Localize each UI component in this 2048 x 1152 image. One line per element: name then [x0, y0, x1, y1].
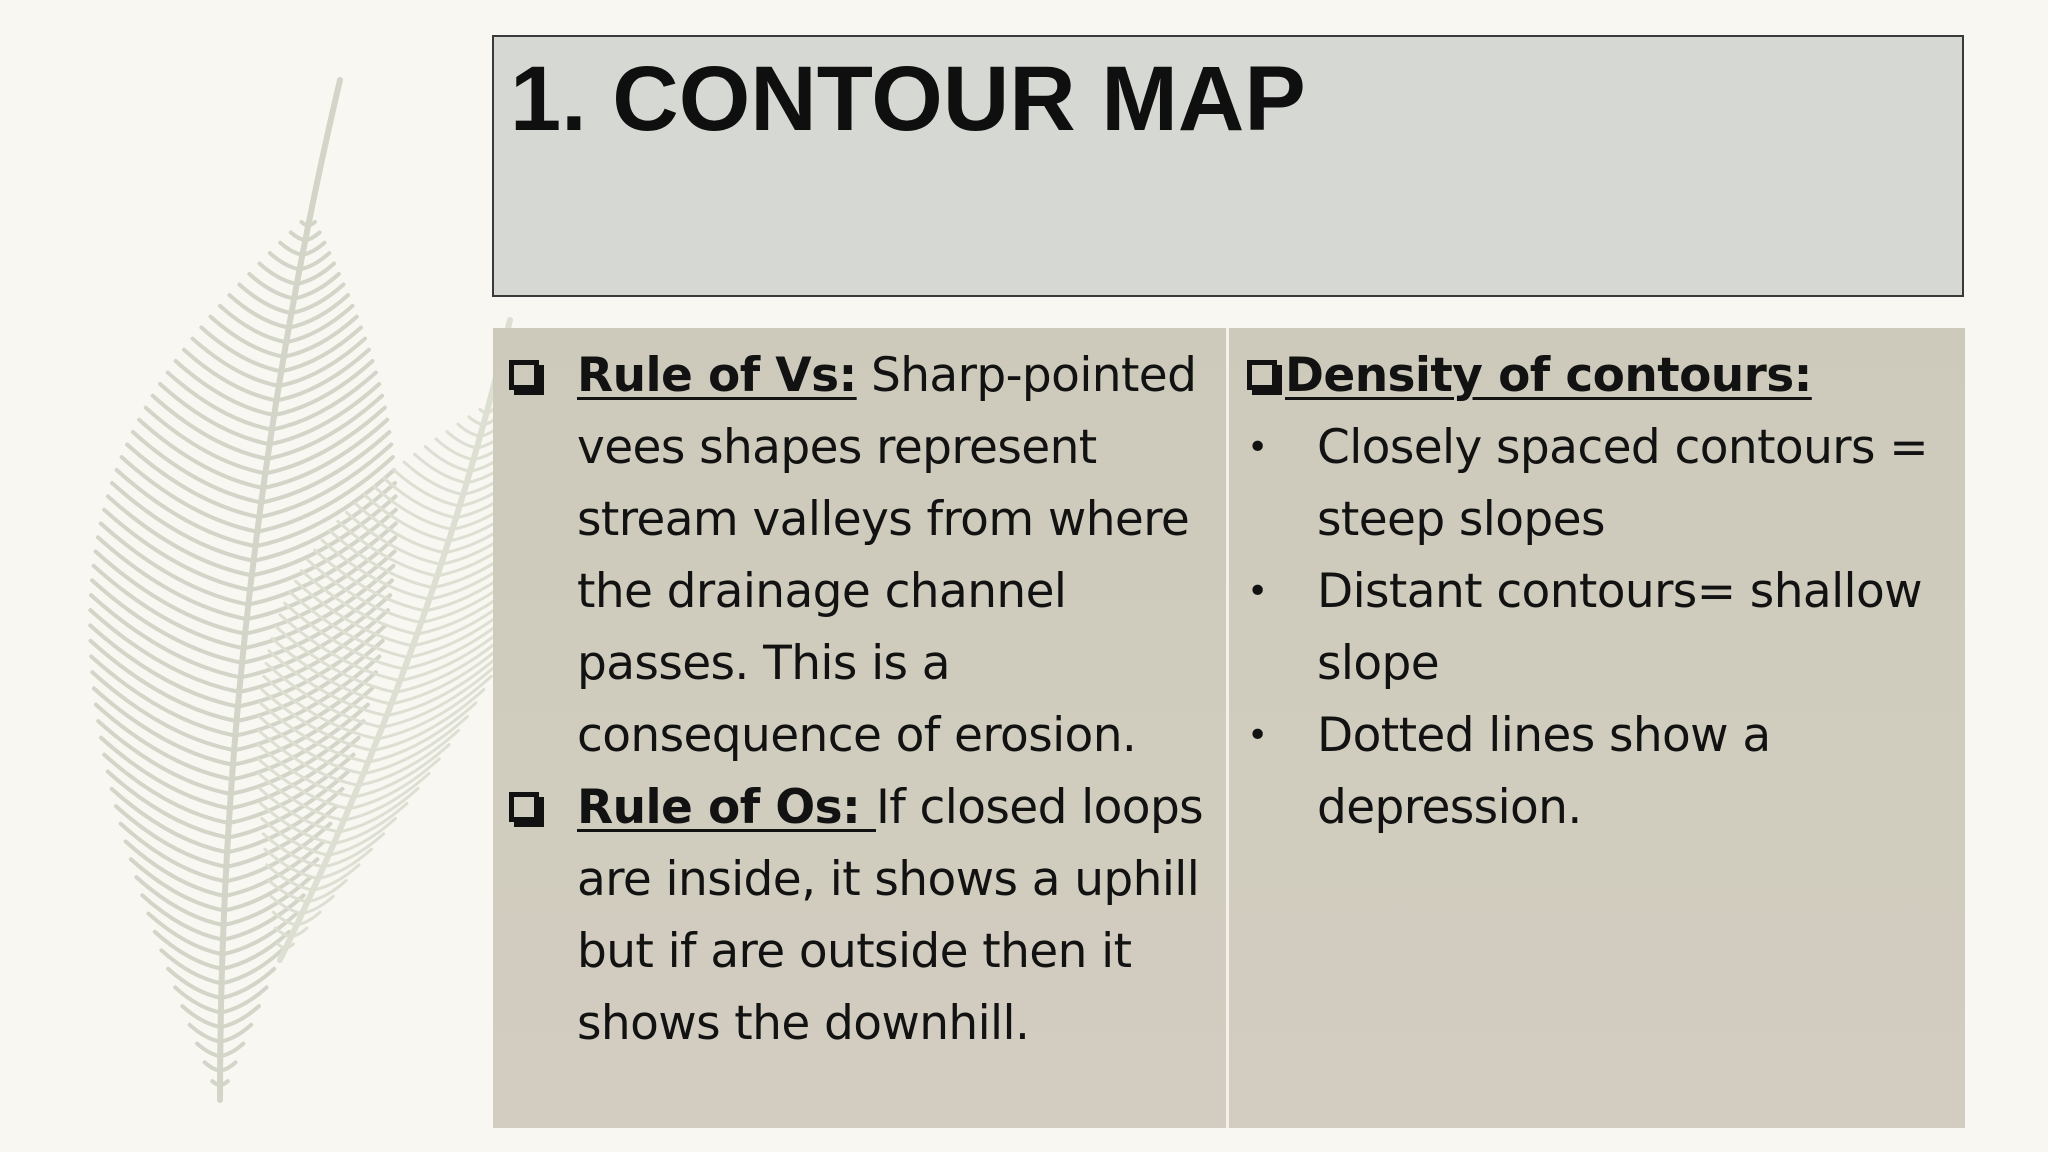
title-box — [492, 35, 1964, 297]
content-table — [493, 328, 1965, 1128]
density-bullet-list — [1247, 412, 1957, 844]
bullet-dot-icon: • — [1247, 715, 1268, 756]
page-title: 1. CONTOUR MAP — [510, 48, 1306, 150]
rule-item — [509, 340, 1216, 772]
rule-item — [509, 772, 1216, 1060]
checkbox-square-icon — [1247, 360, 1277, 390]
bullet-text: Closely spaced contours = steep slopes — [1317, 420, 1928, 547]
bullet-text: Dotted lines show a depression. — [1317, 708, 1771, 835]
list-item — [1247, 412, 1957, 556]
rule-heading: Rule of Os: — [577, 780, 876, 835]
bullet-text: Distant contours= shallow slope — [1317, 564, 1922, 691]
rule-text — [577, 772, 1216, 1060]
rule-heading: Rule of Vs: — [577, 348, 857, 403]
rule-text — [577, 340, 1216, 772]
bullet-dot-icon: • — [1247, 571, 1268, 612]
feather-icon — [40, 60, 560, 1120]
rule-body: If closed loops are inside, it shows a uphill but if are outside then it shows the downhill. — [577, 780, 1204, 1051]
right-column — [1229, 328, 1965, 1128]
density-header — [1247, 340, 1957, 412]
rule-body: Sharp-pointed vees shapes represent stream valleys from where the drainage channel passes. This is a consequence of erosion. — [577, 348, 1197, 763]
density-heading: Density of contours: — [1285, 348, 1812, 403]
left-column — [493, 328, 1229, 1128]
bullet-dot-icon: • — [1247, 427, 1268, 468]
list-item — [1247, 556, 1957, 700]
checkbox-square-icon — [509, 792, 539, 822]
checkbox-square-icon — [509, 360, 539, 390]
list-item — [1247, 700, 1957, 844]
